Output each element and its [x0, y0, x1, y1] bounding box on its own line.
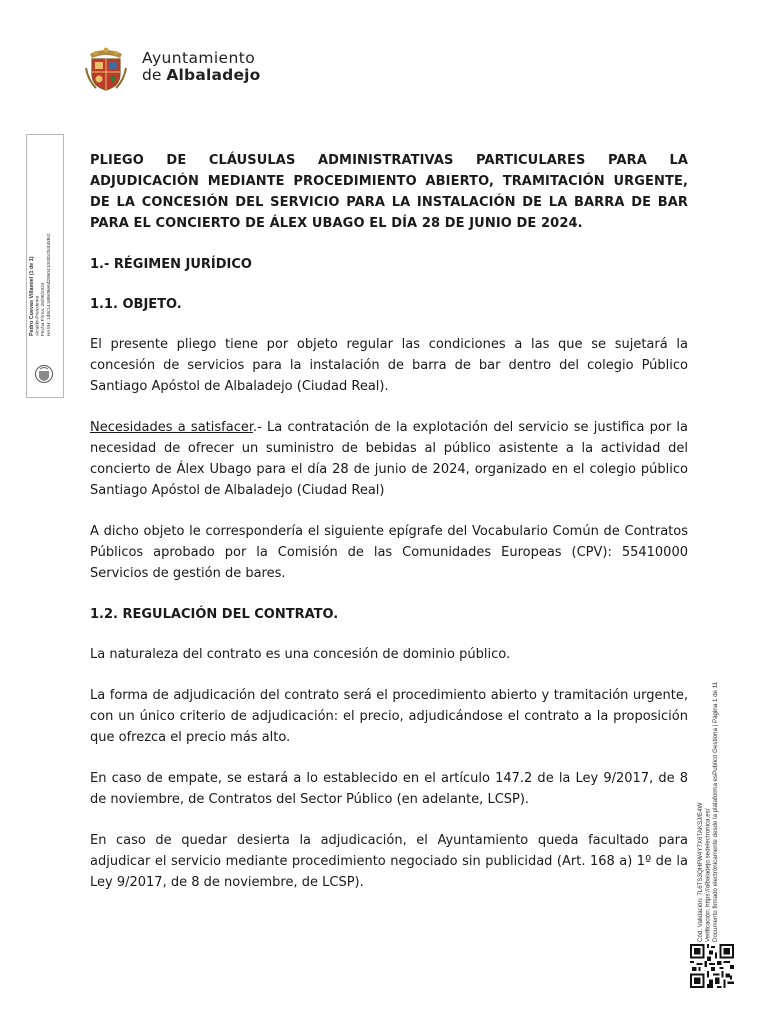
paragraph-necesidades	[90, 417, 688, 501]
necesidades-label: Necesidades a satisfacer	[90, 420, 253, 435]
brand-line-2	[142, 67, 261, 84]
qr-code-icon[interactable]	[690, 944, 734, 988]
brand-name: Albaladejo	[166, 66, 261, 85]
paragraph-naturaleza: La naturaleza del contrato es una concesión de dominio público.	[90, 647, 511, 662]
signature-note: Documento firmado electrónicamente desde la plataforma esPublico Gestiona | Página 1 de 11	[711, 681, 719, 942]
verification-text	[697, 630, 737, 942]
paragraph-cpv: A dicho objeto le correspondería el siguiente epígrafe del Vocabulario Común de Contratos Públicos aprobado por la Comisión de las Comunidades Europeas (CPV): 55410000 Servicios de gestión de bares.	[90, 524, 688, 581]
municipality-brand	[142, 50, 261, 84]
signer-name: Pedro Cuevas Villamiel (1 de 1)	[29, 256, 35, 336]
validation-code: Cód. Validación: 7L6TS3QHFW4Y7X6TAKSJ/E4W	[697, 802, 704, 942]
subsection-heading: 1.1. OBJETO.	[90, 297, 182, 312]
municipal-seal-icon	[34, 364, 54, 384]
section-heading: 1.- RÉGIMEN JURÍDICO	[90, 257, 252, 272]
document-body	[90, 150, 688, 913]
signature-date: Fecha Firma: 26/06/2024	[41, 282, 47, 336]
signature-hash: HASH: 1d9c1416fe09e6d286041003b2b4b0d62	[46, 233, 52, 336]
document-title: PLIEGO DE CLÁUSULAS ADMINISTRATIVAS PARTICULARES PARA LA ADJUDICACIÓN MEDIANTE PROCEDIMIENTO ABIERTO, TRAMITACIÓN URGENTE, DE LA CONCESIÓN DEL SERVICIO PARA LA INSTALACIÓN DE LA BARRA DE BAR PARA EL CONCIERTO DE ÁLEX UBAGO EL DÍA 28 DE JUNIO DE 2024.	[90, 153, 688, 231]
subsection-heading: 1.2. REGULACIÓN DEL CONTRATO.	[90, 607, 339, 622]
albaladejo-coat-of-arms-icon	[82, 44, 130, 92]
necesidades-text: .- La contratación de la explotación del servicio se justifica por la necesidad de ofrecer un suministro de bebidas al público asistente a la actividad del concierto de Álex Ubago para el día 28 de junio de 2024, organizado en el colegio público Santiago Apóstol de Albaladejo (Ciudad Real)	[90, 420, 689, 498]
brand-line-1: Ayuntamiento	[142, 49, 256, 67]
signature-text	[29, 136, 63, 336]
paragraph-forma: La forma de adjudicación del contrato será el procedimiento abierto y tramitación urgente, con un único criterio de adjudicación: el precio, adjudicándose el contrato a la proposición que ofrezca el precio más alto.	[90, 688, 688, 745]
paragraph-empate: En caso de empate, se estará a lo establecido en el artículo 147.2 de la Ley 9/2017, de 8 de noviembre, de Contratos del Sector Público (en adelante, LCSP).	[90, 771, 688, 807]
paragraph-desierta: En caso de quedar desierta la adjudicación, el Ayuntamiento queda facultado para adjudicar el servicio mediante procedimiento negociado sin publicidad (Art. 168 a) 1º de la Ley 9/2017, de 8 de noviembre, de LCSP).	[90, 833, 688, 890]
paragraph-objeto: El presente pliego tiene por objeto regular las condiciones a las que se sujetará la concesión de servicios para la instalación de barra de bar dentro del colegio Público Santiago Apóstol de Albaladejo (Ciudad Real).	[90, 337, 688, 394]
brand-prefix: de	[142, 66, 167, 85]
verification-url[interactable]: Verificación: https://albaladejo.sedelectronica.es/	[704, 808, 712, 942]
signer-role: Alcalde-Presidente	[35, 295, 41, 336]
